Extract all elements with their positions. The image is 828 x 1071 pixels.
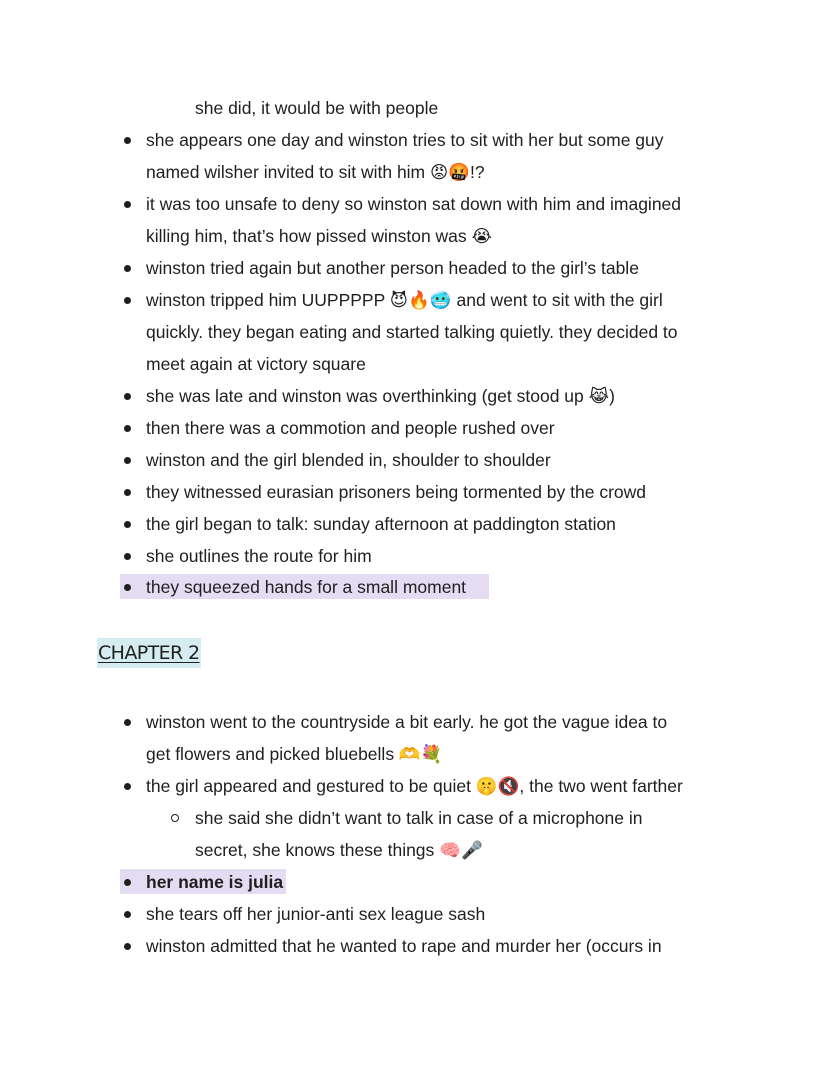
list-item-line: winston tried again but another person headed to the girl’s table: [146, 258, 639, 278]
list-item-line: she tears off her junior-anti sex league sash: [146, 904, 486, 924]
bullet-icon: [122, 188, 132, 220]
list-item-line: winston went to the countryside a bit early. he got the vague idea to: [146, 712, 668, 732]
list-item-line: the girl began to talk: sunday afternoon at paddington station: [146, 514, 616, 534]
bullet-icon: [122, 770, 132, 802]
continuation-line: she did, it would be with people: [195, 98, 439, 118]
bullet-icon: [122, 252, 132, 284]
list-item-line: she outlines the route for him: [146, 546, 372, 566]
sub-list-item-line: she said she didn’t want to talk in case of a microphone in: [195, 808, 643, 828]
bullet-icon: [122, 898, 132, 930]
list-item-line: then there was a commotion and people rushed over: [146, 418, 555, 438]
bullet-icon: [122, 571, 132, 603]
list-item-line: winston tripped him UUPPPPP 😈🔥🥶 and went to sit with the girl: [146, 290, 663, 310]
list-item-line: killing him, that’s how pissed winston was 😭: [146, 226, 492, 246]
bullet-icon: [122, 284, 132, 316]
list-item-line: she appears one day and winston tries to sit with her but some guy: [146, 130, 664, 150]
list-item-line: they squeezed hands for a small moment: [146, 577, 467, 597]
bullet-icon: [122, 508, 132, 540]
bullet-icon: [122, 706, 132, 738]
list-item-line: get flowers and picked bluebells 🫶💐: [146, 744, 443, 764]
list-item-line: it was too unsafe to deny so winston sat down with him and imagined: [146, 194, 682, 214]
bullet-icon: [122, 476, 132, 508]
list-item-line: meet again at victory square: [146, 354, 366, 374]
list-item-line-bold: her name is julia: [146, 872, 284, 892]
list-item-line: they witnessed eurasian prisoners being tormented by the crowd: [146, 482, 646, 502]
list-item-line: winston and the girl blended in, shoulder to shoulder: [146, 450, 551, 470]
list-item-line: she was late and winston was overthinking (get stood up 😹): [146, 386, 615, 406]
list-item-line: quickly. they began eating and started talking quietly. they decided to: [146, 322, 678, 342]
bullet-icon: [122, 444, 132, 476]
bullet-icon: [122, 540, 132, 572]
bullet-icon: [122, 412, 132, 444]
bullet-icon: [122, 866, 132, 898]
sub-list-item-line: secret, she knows these things 🧠🎤: [195, 840, 483, 860]
bullet-icon: [122, 124, 132, 156]
sub-bullet-icon: [170, 802, 180, 834]
list-item-line: the girl appeared and gestured to be quiet 🤫🔇, the two went farther: [146, 776, 683, 796]
bullet-icon: [122, 930, 132, 962]
chapter-heading: CHAPTER 2: [97, 638, 201, 668]
list-item-line: winston admitted that he wanted to rape and murder her (occurs in: [146, 936, 662, 956]
list-item-line: named wilsher invited to sit with him 😡🤬!?: [146, 162, 485, 182]
bullet-icon: [122, 380, 132, 412]
